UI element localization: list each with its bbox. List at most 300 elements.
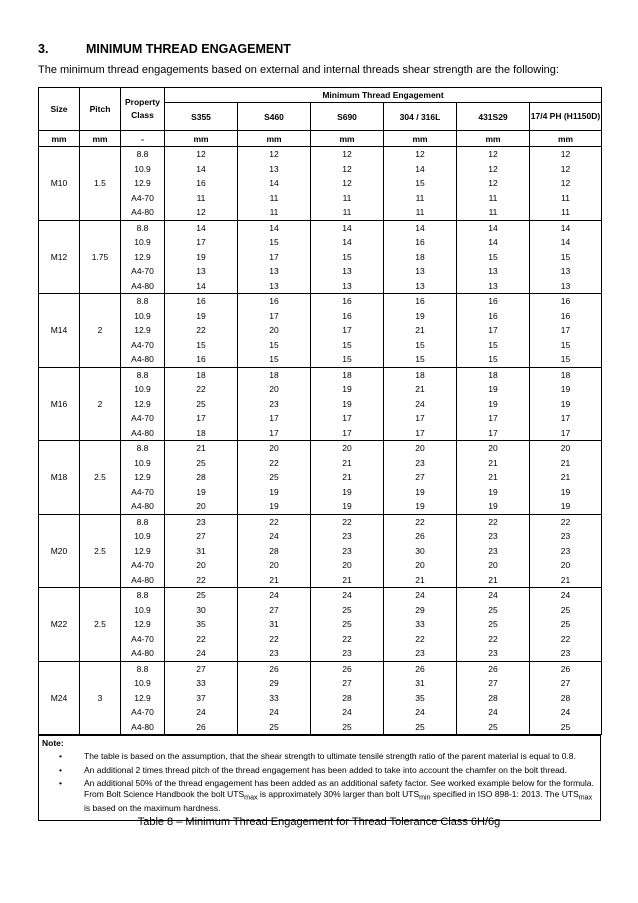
value-cell: 13 [530,264,602,279]
value-cell: 23 [530,529,602,544]
pitch-cell: 1.75 [80,220,121,294]
value-cell: 15 [530,250,602,265]
property-class-cell: 10.9 [121,676,165,691]
property-class-cell: A4-80 [121,279,165,294]
value-cell: 24 [530,705,602,720]
property-class-cell: A4-80 [121,205,165,220]
value-cell: 12 [165,147,238,162]
size-cell: M16 [39,367,80,441]
value-cell: 19 [384,309,457,324]
unit-cell: mm [165,131,238,147]
value-cell: 26 [530,661,602,676]
value-cell: 13 [165,264,238,279]
table-row [39,485,602,500]
value-cell: 17 [530,426,602,441]
value-cell: 17 [311,323,384,338]
value-cell: 14 [238,220,311,235]
value-cell: 27 [384,470,457,485]
value-cell: 25 [384,720,457,735]
property-class-cell: 10.9 [121,603,165,618]
property-class-cell: 12.9 [121,470,165,485]
unit-cell: mm [530,131,602,147]
value-cell: 25 [530,603,602,618]
value-cell: 15 [238,338,311,353]
table-row [39,367,602,382]
value-cell: 30 [165,603,238,618]
table-row [39,646,602,661]
table-row [39,499,602,514]
value-cell: 16 [311,309,384,324]
pitch-cell: 1.5 [80,147,121,221]
value-cell: 14 [165,220,238,235]
value-cell: 33 [384,617,457,632]
table-row [39,191,602,206]
value-cell: 26 [384,661,457,676]
value-cell: 16 [457,294,530,309]
pitch-cell: 2 [80,367,121,441]
value-cell: 13 [384,264,457,279]
table-row [39,456,602,471]
size-cell: M22 [39,588,80,662]
value-cell: 13 [238,279,311,294]
value-cell: 18 [165,367,238,382]
property-class-cell: 10.9 [121,162,165,177]
header-material: S460 [238,103,311,131]
value-cell: 17 [457,323,530,338]
header-min-thread-engagement: Minimum Thread Engagement [165,88,602,103]
value-cell: 21 [530,573,602,588]
table-row [39,382,602,397]
property-class-cell: 10.9 [121,309,165,324]
value-cell: 12 [530,176,602,191]
value-cell: 12 [457,162,530,177]
value-cell: 13 [384,279,457,294]
header-pitch: Pitch [80,88,121,131]
value-cell: 24 [311,588,384,603]
note-subscript: max [578,793,593,802]
value-cell: 26 [384,529,457,544]
property-class-cell: A4-70 [121,191,165,206]
value-cell: 16 [238,294,311,309]
value-cell: 12 [311,162,384,177]
property-class-cell: A4-80 [121,426,165,441]
property-class-cell: A4-70 [121,558,165,573]
value-cell: 20 [384,558,457,573]
value-cell: 20 [457,558,530,573]
value-cell: 22 [238,632,311,647]
pitch-cell: 2.5 [80,514,121,588]
table-row [39,352,602,367]
value-cell: 26 [311,661,384,676]
value-cell: 20 [311,558,384,573]
value-cell: 16 [530,294,602,309]
value-cell: 11 [457,191,530,206]
value-cell: 28 [530,691,602,706]
property-class-cell: A4-80 [121,646,165,661]
value-cell: 14 [165,162,238,177]
value-cell: 15 [311,352,384,367]
property-class-cell: 12.9 [121,250,165,265]
value-cell: 14 [384,162,457,177]
table-row [39,205,602,220]
value-cell: 17 [165,411,238,426]
value-cell: 15 [165,338,238,353]
table-row [39,338,602,353]
value-cell: 22 [530,514,602,529]
value-cell: 16 [165,352,238,367]
value-cell: 17 [384,411,457,426]
value-cell: 23 [165,514,238,529]
value-cell: 16 [457,309,530,324]
value-cell: 15 [384,176,457,191]
property-class-cell: 12.9 [121,544,165,559]
value-cell: 25 [311,617,384,632]
value-cell: 17 [457,411,530,426]
value-cell: 14 [457,235,530,250]
value-cell: 24 [311,705,384,720]
value-cell: 21 [530,470,602,485]
unit-cell: mm [80,131,121,147]
value-cell: 15 [311,338,384,353]
header-material: 304 / 316L [384,103,457,131]
note-item [39,778,600,813]
value-cell: 19 [457,397,530,412]
property-class-cell: 12.9 [121,323,165,338]
table-row [39,705,602,720]
unit-cell: mm [457,131,530,147]
unit-cell: mm [238,131,311,147]
value-cell: 17 [384,426,457,441]
note-text: is approximately 30% larger than bolt UTS [257,788,420,799]
table-row [39,309,602,324]
value-cell: 25 [238,720,311,735]
value-cell: 14 [530,220,602,235]
value-cell: 19 [311,485,384,500]
size-cell: M24 [39,661,80,735]
value-cell: 25 [457,617,530,632]
table-row [39,411,602,426]
table-row [39,470,602,485]
value-cell: 27 [165,529,238,544]
value-cell: 11 [238,205,311,220]
value-cell: 20 [311,441,384,456]
value-cell: 24 [384,397,457,412]
table-row [39,529,602,544]
value-cell: 25 [311,603,384,618]
table-row [39,397,602,412]
value-cell: 27 [238,603,311,618]
value-cell: 25 [457,720,530,735]
value-cell: 15 [457,352,530,367]
property-class-cell: A4-80 [121,352,165,367]
value-cell: 15 [457,338,530,353]
value-cell: 17 [457,426,530,441]
header-material: S690 [311,103,384,131]
value-cell: 25 [165,397,238,412]
value-cell: 11 [384,191,457,206]
table-row [39,558,602,573]
value-cell: 22 [165,632,238,647]
table-row [39,294,602,309]
value-cell: 16 [384,235,457,250]
value-cell: 13 [311,264,384,279]
pitch-cell: 3 [80,661,121,735]
value-cell: 17 [165,235,238,250]
value-cell: 21 [530,456,602,471]
property-class-cell: 10.9 [121,456,165,471]
property-class-cell: 12.9 [121,397,165,412]
value-cell: 12 [457,176,530,191]
value-cell: 23 [457,544,530,559]
value-cell: 15 [238,235,311,250]
value-cell: 17 [530,411,602,426]
bullet-icon: • [59,778,62,788]
section-heading [38,42,291,56]
unit-cell: mm [384,131,457,147]
value-cell: 17 [238,411,311,426]
table-row [39,573,602,588]
value-cell: 19 [457,485,530,500]
value-cell: 20 [384,441,457,456]
value-cell: 12 [311,147,384,162]
table-row [39,588,602,603]
property-class-cell: 8.8 [121,294,165,309]
value-cell: 19 [238,485,311,500]
value-cell: 25 [530,720,602,735]
value-cell: 19 [457,382,530,397]
value-cell: 18 [311,367,384,382]
table-row [39,720,602,735]
value-cell: 31 [238,617,311,632]
value-cell: 31 [384,676,457,691]
value-cell: 21 [457,470,530,485]
value-cell: 25 [238,470,311,485]
value-cell: 13 [238,264,311,279]
value-cell: 14 [384,220,457,235]
value-cell: 18 [457,367,530,382]
table-row [39,603,602,618]
value-cell: 24 [384,588,457,603]
table-row [39,632,602,647]
value-cell: 19 [165,250,238,265]
value-cell: 15 [311,250,384,265]
value-cell: 27 [530,676,602,691]
value-cell: 24 [384,705,457,720]
value-cell: 21 [457,456,530,471]
note-text: specified in ISO 898-1: 2013. The UTS [430,788,579,799]
value-cell: 14 [457,220,530,235]
value-cell: 21 [311,470,384,485]
bullet-icon: • [59,764,62,775]
value-cell: 23 [238,397,311,412]
value-cell: 19 [530,382,602,397]
value-cell: 20 [238,441,311,456]
value-cell: 20 [238,382,311,397]
value-cell: 17 [238,426,311,441]
property-class-cell: 10.9 [121,382,165,397]
table-row [39,162,602,177]
value-cell: 13 [530,279,602,294]
value-cell: 19 [165,485,238,500]
property-class-cell: 8.8 [121,147,165,162]
value-cell: 21 [311,573,384,588]
value-cell: 11 [457,205,530,220]
size-cell: M20 [39,514,80,588]
property-class-cell: A4-80 [121,720,165,735]
table-caption: Table 8 – Minimum Thread Engagement for Thread Tolerance Class 6H/6g [137,816,501,828]
table-row [39,220,602,235]
value-cell: 23 [384,456,457,471]
value-cell: 24 [457,588,530,603]
value-cell: 12 [311,176,384,191]
value-cell: 18 [165,426,238,441]
value-cell: 28 [238,544,311,559]
value-cell: 23 [238,646,311,661]
value-cell: 23 [457,529,530,544]
value-cell: 21 [384,573,457,588]
value-cell: 12 [530,162,602,177]
value-cell: 33 [165,676,238,691]
property-class-cell: 8.8 [121,661,165,676]
note-subscript: max [244,793,258,802]
notes-title: Note: [42,738,64,748]
value-cell: 19 [530,485,602,500]
table-row [39,676,602,691]
property-class-cell: 8.8 [121,514,165,529]
table-row [39,544,602,559]
header-material: 17/4 PH (H1150D) [530,103,602,131]
note-text: An additional 50% of the thread engagement has been added as an additional safety factor. See worked example below for the formula. From Bolt Science Handbook the bolt UTS [84,778,594,799]
property-class-cell: A4-70 [121,338,165,353]
value-cell: 19 [530,499,602,514]
value-cell: 21 [238,573,311,588]
value-cell: 26 [165,720,238,735]
value-cell: 29 [384,603,457,618]
value-cell: 27 [165,661,238,676]
value-cell: 11 [530,191,602,206]
value-cell: 13 [238,162,311,177]
value-cell: 20 [238,323,311,338]
value-cell: 18 [530,367,602,382]
size-cell: M18 [39,441,80,515]
value-cell: 18 [238,367,311,382]
unit-cell: mm [311,131,384,147]
value-cell: 15 [238,352,311,367]
value-cell: 15 [530,338,602,353]
property-class-cell: 8.8 [121,220,165,235]
value-cell: 23 [530,646,602,661]
bullet-icon: • [59,751,62,761]
value-cell: 25 [457,603,530,618]
value-cell: 25 [311,720,384,735]
value-cell: 33 [238,691,311,706]
note-text: An additional 2 times thread pitch of the thread engagement has been added to take into account the chamfer on the bolt thread. [84,764,567,775]
property-class-cell: 8.8 [121,441,165,456]
size-cell: M14 [39,294,80,368]
value-cell: 22 [311,514,384,529]
value-cell: 11 [311,205,384,220]
property-class-cell: A4-70 [121,264,165,279]
value-cell: 14 [311,220,384,235]
value-cell: 24 [165,705,238,720]
value-cell: 22 [384,632,457,647]
unit-cell: mm [39,131,80,147]
size-cell: M10 [39,147,80,221]
property-class-cell: 12.9 [121,176,165,191]
value-cell: 21 [165,441,238,456]
table-row [39,441,602,456]
value-cell: 30 [384,544,457,559]
value-cell: 22 [384,514,457,529]
value-cell: 17 [311,426,384,441]
note-subscript: min [419,793,431,802]
value-cell: 19 [457,499,530,514]
value-cell: 15 [530,352,602,367]
value-cell: 19 [530,397,602,412]
value-cell: 13 [457,264,530,279]
value-cell: 23 [311,646,384,661]
value-cell: 25 [165,456,238,471]
value-cell: 24 [238,705,311,720]
value-cell: 15 [457,250,530,265]
header-material: 431S29 [457,103,530,131]
value-cell: 22 [165,323,238,338]
value-cell: 13 [311,279,384,294]
value-cell: 37 [165,691,238,706]
value-cell: 13 [457,279,530,294]
value-cell: 22 [530,632,602,647]
table-row [39,426,602,441]
value-cell: 35 [384,691,457,706]
value-cell: 25 [165,588,238,603]
pitch-cell: 2.5 [80,588,121,662]
value-cell: 23 [457,646,530,661]
value-cell: 20 [165,499,238,514]
value-cell: 22 [311,632,384,647]
value-cell: 24 [238,529,311,544]
property-class-cell: A4-80 [121,573,165,588]
property-class-cell: A4-70 [121,632,165,647]
value-cell: 19 [165,309,238,324]
note-text: is based on the maximum hardness. [84,802,221,813]
property-class-cell: 8.8 [121,588,165,603]
value-cell: 22 [457,514,530,529]
value-cell: 21 [457,573,530,588]
value-cell: 15 [384,338,457,353]
value-cell: 12 [238,147,311,162]
value-cell: 14 [238,176,311,191]
value-cell: 17 [311,411,384,426]
value-cell: 16 [311,294,384,309]
value-cell: 19 [384,485,457,500]
property-class-cell: A4-70 [121,485,165,500]
value-cell: 31 [165,544,238,559]
pitch-cell: 2 [80,294,121,368]
value-cell: 24 [165,646,238,661]
value-cell: 15 [384,352,457,367]
table-row [39,279,602,294]
value-cell: 24 [238,588,311,603]
value-cell: 14 [165,279,238,294]
value-cell: 16 [530,309,602,324]
value-cell: 12 [530,147,602,162]
size-cell: M12 [39,220,80,294]
table-row [39,514,602,529]
value-cell: 23 [384,646,457,661]
property-class-cell: A4-70 [121,411,165,426]
value-cell: 11 [384,205,457,220]
value-cell: 22 [238,514,311,529]
